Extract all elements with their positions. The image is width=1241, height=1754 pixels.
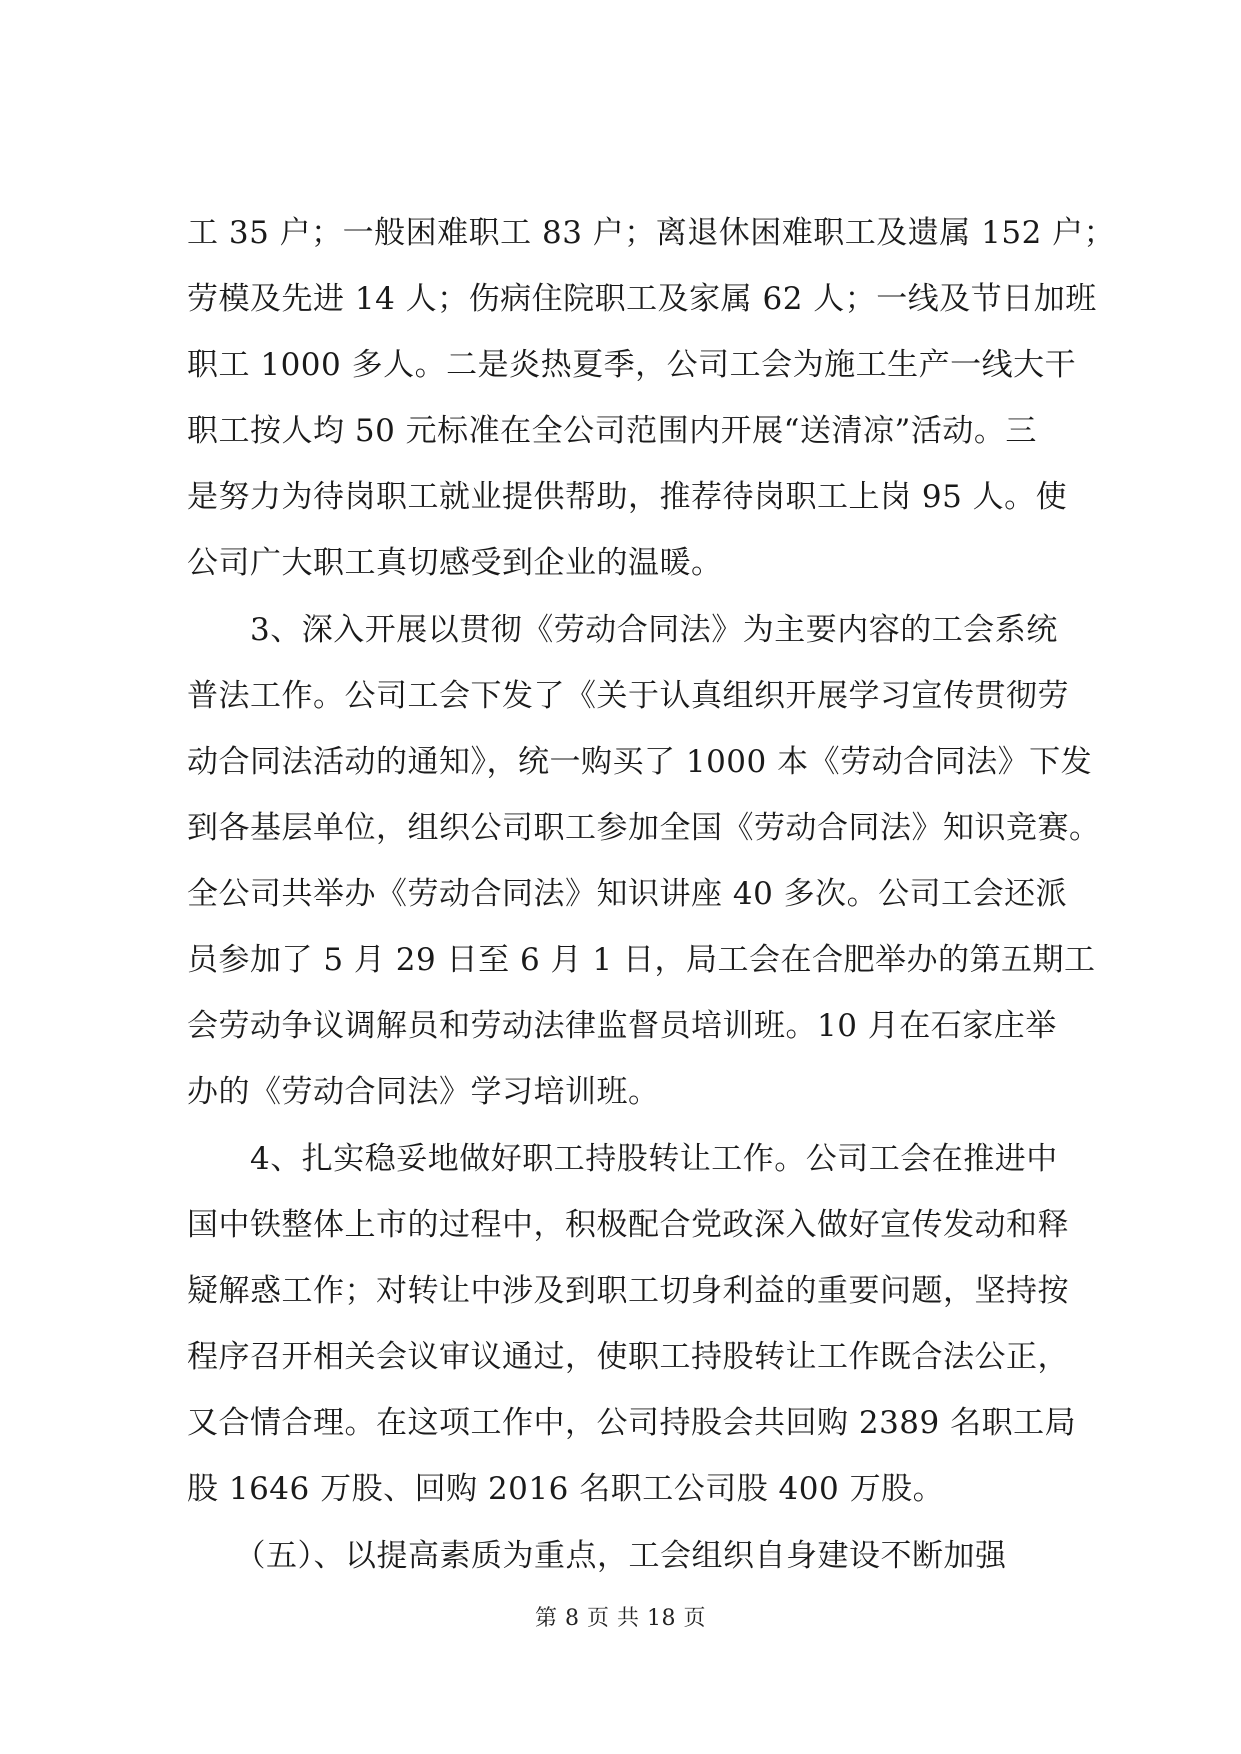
- text-line: 工 35 户；一般困难职工 83 户；离退休困难职工及遗属 152 户；: [187, 215, 1116, 251]
- text-line: 职工按人均 50 元标准在全公司范围内开展“送清凉”活动。三: [187, 413, 1037, 449]
- paragraph-first-line: 3、深入开展以贯彻《劳动合同法》为主要内容的工会系统: [187, 612, 1058, 648]
- text-line: 是努力为待岗职工就业提供帮助，推荐待岗职工上岗 95 人。使: [187, 479, 1068, 515]
- text-line: 办的《劳动合同法》学习培训班。: [187, 1074, 660, 1110]
- text-line: 国中铁整体上市的过程中，积极配合党政深入做好宣传发动和释: [187, 1207, 1069, 1243]
- text-line: 又合情合理。在这项工作中，公司持股会共回购 2389 名职工局: [187, 1405, 1077, 1441]
- text-line: 疑解惑工作；对转让中涉及到职工切身利益的重要问题，坚持按: [187, 1273, 1069, 1309]
- text-line: 全公司共举办《劳动合同法》知识讲座 40 多次。公司工会还派: [187, 876, 1068, 912]
- text-line: 普法工作。公司工会下发了《关于认真组织开展学习宣传贯彻劳: [187, 678, 1069, 714]
- text-line: 动合同法活动的通知》，统一购买了 1000 本《劳动合同法》下发: [187, 744, 1093, 780]
- text-line: 员参加了 5 月 29 日至 6 月 1 日，局工会在合肥举办的第五期工: [187, 942, 1096, 978]
- text-line: 劳模及先进 14 人；伤病住院职工及家属 62 人；一线及节日加班: [187, 281, 1097, 317]
- text-line: 程序召开相关会议审议通过，使职工持股转让工作既合法公正，: [187, 1339, 1069, 1375]
- page-footer: 第 8 页 共 18 页: [535, 1606, 706, 1631]
- text-line: 会劳动争议调解员和劳动法律监督员培训班。10 月在石家庄举: [187, 1008, 1057, 1044]
- text-line: 公司广大职工真切感受到企业的温暖。: [187, 545, 723, 581]
- text-line: 到各基层单位，组织公司职工参加全国《劳动合同法》知识竞赛。: [187, 810, 1101, 846]
- text-line: 股 1646 万股、回购 2016 名职工公司股 400 万股。: [187, 1471, 945, 1507]
- paragraph-first-line: 4、扎实稳妥地做好职工持股转让工作。公司工会在推进中: [187, 1141, 1058, 1177]
- section-heading: （五）、以提高素质为重点，工会组织自身建设不断加强: [187, 1538, 1007, 1574]
- text-line: 职工 1000 多人。二是炎热夏季，公司工会为施工生产一线大干: [187, 347, 1077, 383]
